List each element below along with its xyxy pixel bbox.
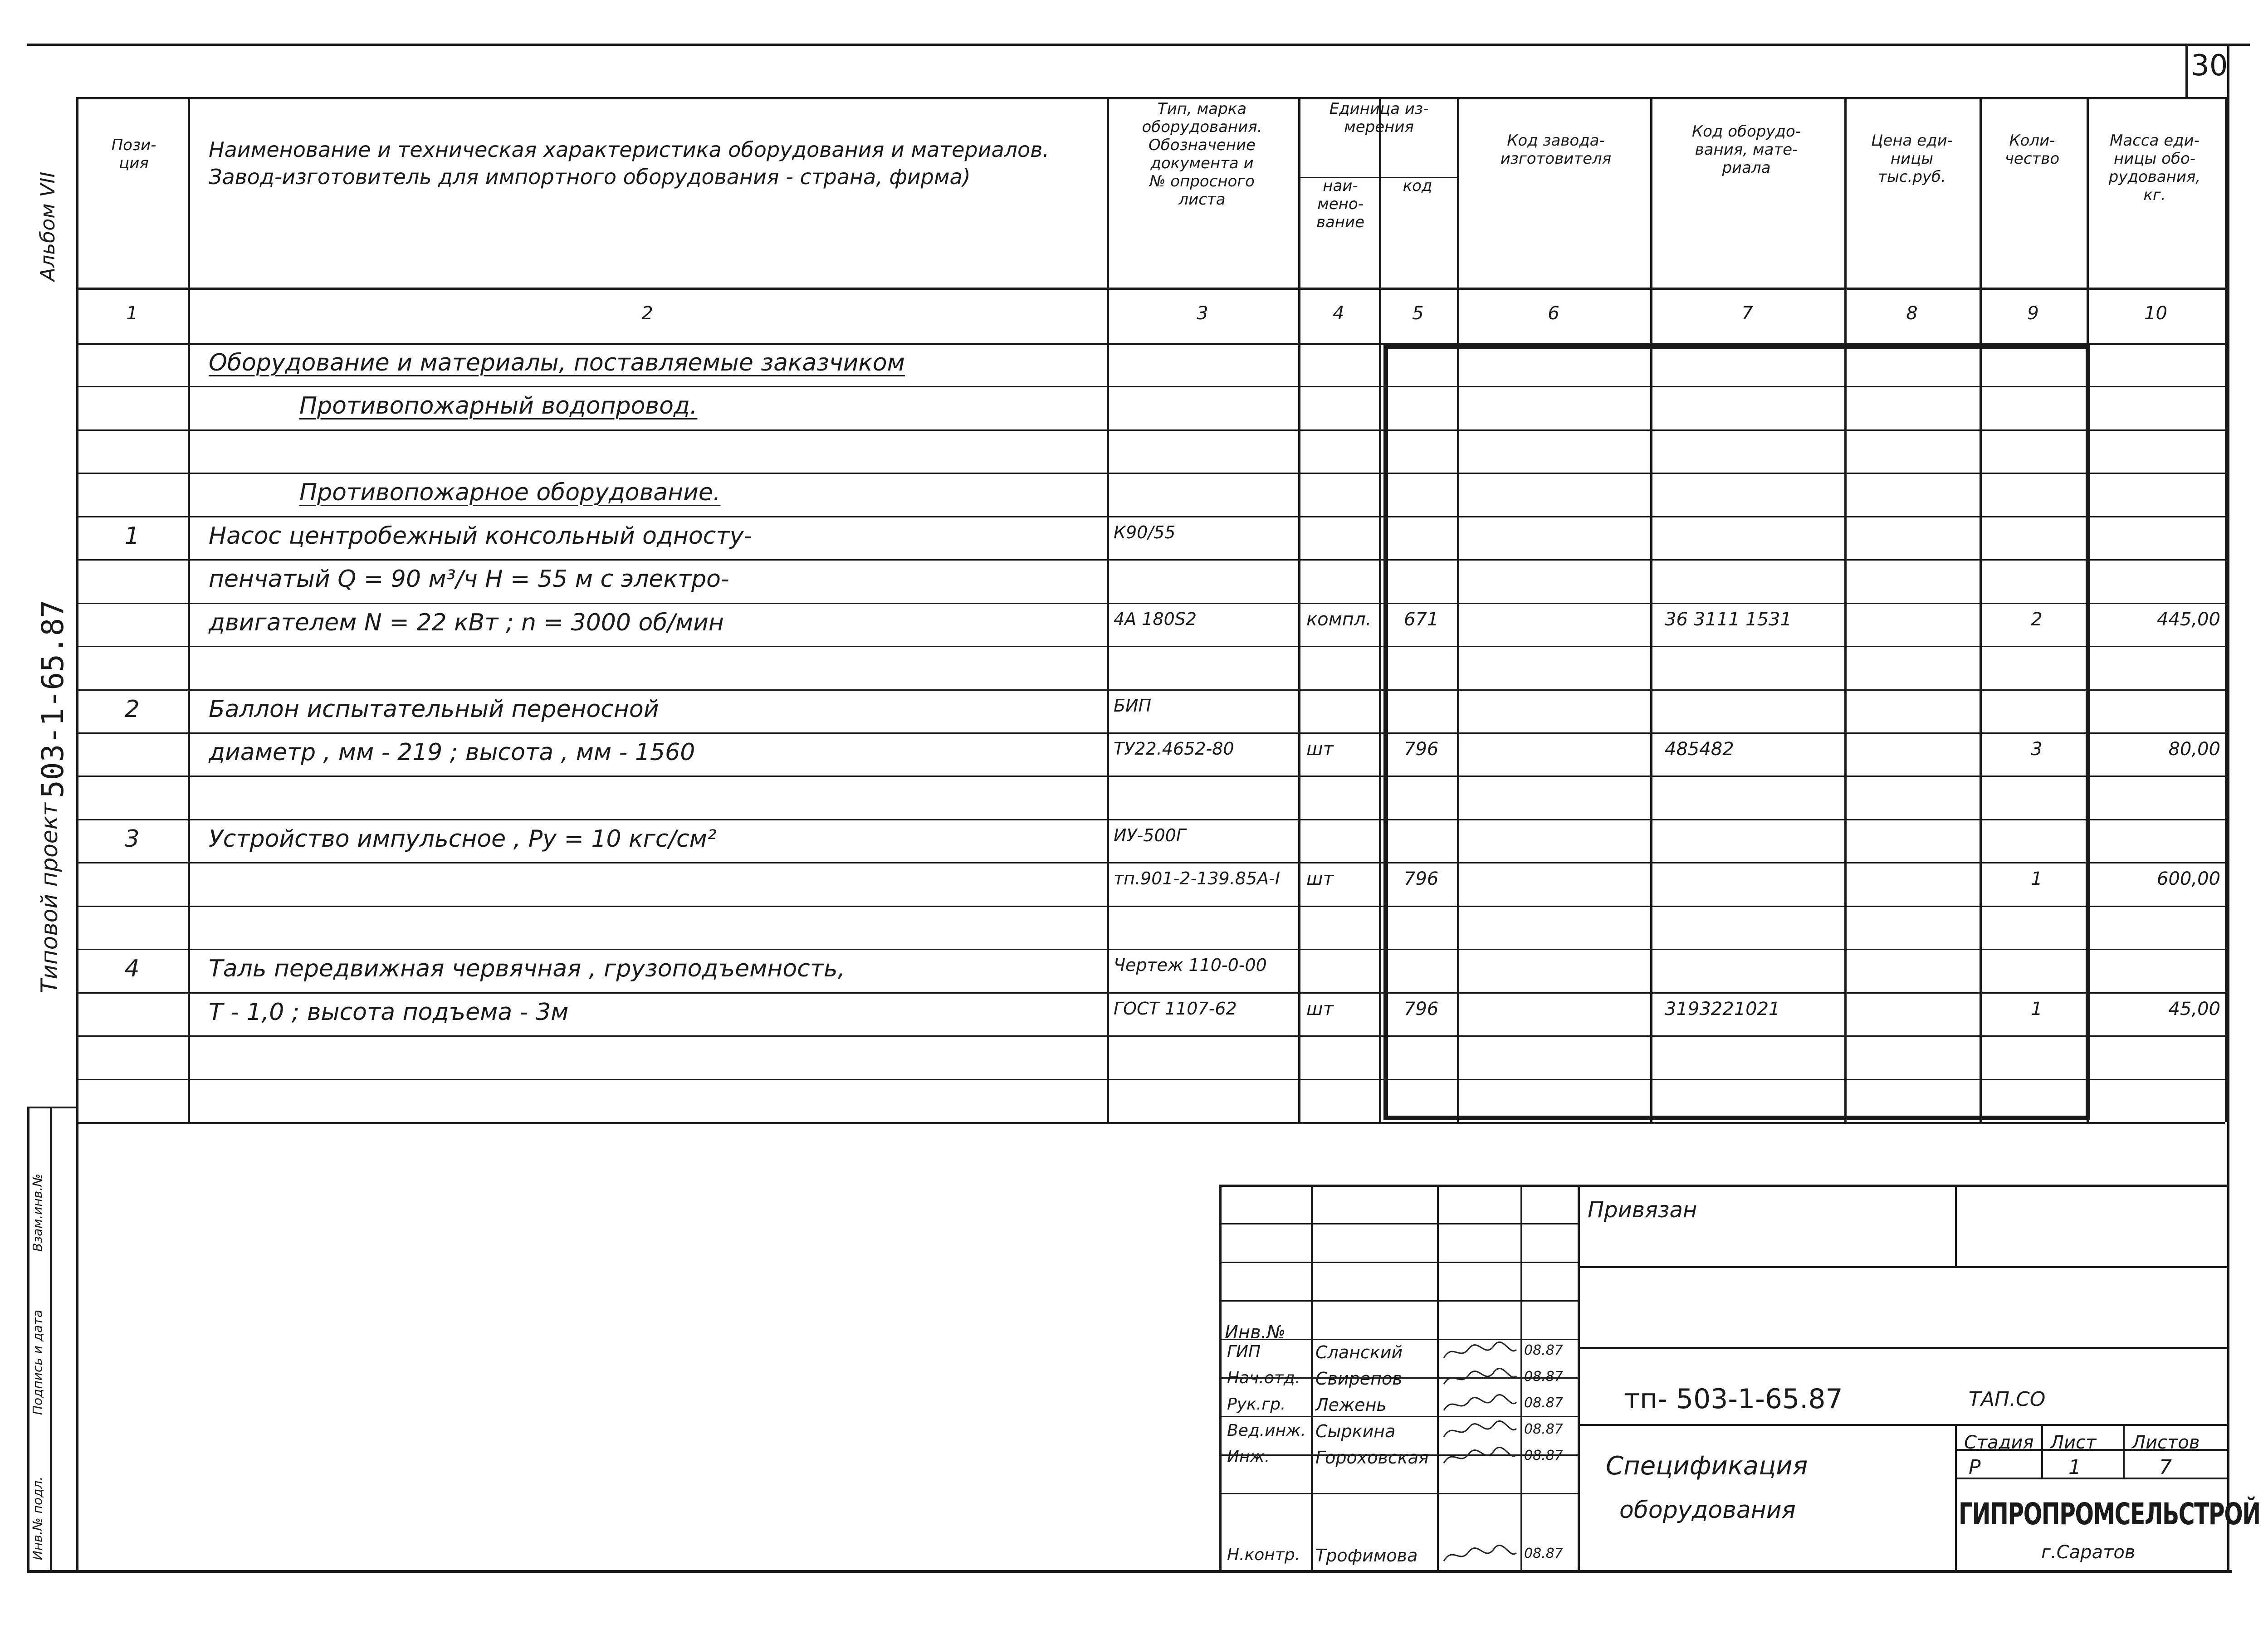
- cell-name: Насос центробежный консольный односту-: [209, 522, 753, 550]
- bottom-border: [27, 1570, 2232, 1573]
- tb-code-top: [1578, 1347, 2227, 1349]
- sheets-value: 7: [2159, 1456, 2172, 1479]
- column-number-2: 2: [641, 303, 653, 324]
- cell-type: ГОСТ 1107-62: [1114, 999, 1237, 1019]
- signature-icon: [1442, 1367, 1519, 1390]
- column-number-4: 4: [1333, 303, 1344, 324]
- project-code-label: 503-1-65.87: [35, 600, 70, 798]
- cell-code: 796: [1404, 868, 1439, 889]
- header-equipment-code: Код оборудо- вания, мате- риала: [1691, 122, 1801, 177]
- stage-value: Р: [1969, 1456, 1981, 1479]
- cell-qty: 2: [2031, 609, 2043, 630]
- header-bottom-line: [76, 288, 2225, 290]
- header-type: Тип, марка оборудования. Обозначение документа и № опросного листа: [1142, 100, 1262, 209]
- right-border: [2227, 44, 2229, 1572]
- organization-city: г.Саратов: [2041, 1542, 2136, 1563]
- tb-right-of-staff: [1578, 1185, 1580, 1570]
- tb-privyazan-bottom: [1578, 1266, 2227, 1268]
- cell-pos: 2: [124, 696, 140, 723]
- cell-mass: 45,00: [2168, 999, 2220, 1019]
- column-number-10: 10: [2144, 303, 2167, 324]
- header-mass: Масса еди- ницы обо- рудования, кг.: [2108, 132, 2201, 204]
- cell-unit: шт: [1306, 868, 1334, 889]
- cell-name: Противопожарное оборудование.: [299, 479, 721, 506]
- cell-type: тп.901-2-139.85А-I: [1114, 868, 1281, 888]
- stamp-sign: Подпись и дата: [30, 1310, 45, 1415]
- header-position: Пози- ция: [111, 136, 156, 172]
- tb-staff-row: [1219, 1300, 1578, 1302]
- column-line-4: [1379, 97, 1381, 1122]
- header-unit-name: наи- мено- вание: [1316, 177, 1365, 231]
- cell-name: диаметр , мм - 219 ; высота , мм - 1560: [209, 739, 695, 766]
- staff-name: Гороховская: [1315, 1448, 1429, 1468]
- column-line-2: [1107, 97, 1109, 1122]
- staff-role: Вед.инж.: [1227, 1421, 1306, 1440]
- staff-name: Лежень: [1315, 1395, 1387, 1415]
- column-number-8: 8: [1906, 303, 1918, 324]
- staff-role: Н.контр.: [1227, 1546, 1300, 1564]
- stage-label: Стадия: [1964, 1432, 2034, 1453]
- cell-equip: 485482: [1665, 739, 1734, 760]
- cell-unit: компл.: [1306, 609, 1372, 630]
- title-line2: оборудования: [1619, 1497, 1796, 1524]
- staff-date: 08.87: [1524, 1369, 1563, 1385]
- stamp-top-line: [27, 1107, 78, 1108]
- cell-qty: 3: [2031, 739, 2043, 760]
- cell-unit: шт: [1306, 999, 1334, 1019]
- staff-role: ГИП: [1227, 1342, 1261, 1361]
- page-number-box: [2185, 44, 2188, 97]
- tb-code-bottom: [1578, 1424, 2227, 1426]
- column-number-9: 9: [2027, 303, 2039, 324]
- cell-pos: 1: [124, 522, 140, 550]
- tb-staff-row: [1219, 1223, 1578, 1224]
- cell-type: К90/55: [1114, 522, 1176, 542]
- column-line-10: [2225, 97, 2227, 1122]
- tb-staff-row: [1219, 1493, 1578, 1494]
- tb-stage-col: [2041, 1424, 2043, 1478]
- cell-equip: 36 3111 1531: [1665, 609, 1792, 630]
- staff-name: Сыркина: [1315, 1421, 1396, 1441]
- column-number-3: 3: [1197, 303, 1208, 324]
- staff-role: Рук.гр.: [1227, 1395, 1286, 1414]
- album-label: Альбом VII: [36, 171, 59, 281]
- staff-role: Инж.: [1227, 1448, 1270, 1466]
- project-type-label: Типовой проект: [36, 803, 63, 993]
- cell-name: Оборудование и материалы, поставляемые заказчиком: [209, 349, 905, 376]
- cell-equip: 3193221021: [1665, 999, 1780, 1019]
- cell-name: Т - 1,0 ; высота подъема - 3м: [209, 999, 569, 1026]
- cell-mass: 445,00: [2157, 609, 2220, 630]
- signature-icon: [1442, 1341, 1519, 1363]
- cell-name: пенчатый Q = 90 м³/ч H = 55 м с электро-: [209, 566, 729, 593]
- cell-type: Чертеж 110-0-00: [1114, 955, 1267, 975]
- cell-name: Устройство импульсное , Py = 10 кгс/см²: [209, 825, 717, 853]
- stamp-left-line: [27, 1107, 29, 1571]
- staff-date: 08.87: [1524, 1421, 1563, 1437]
- signature-icon: [1442, 1419, 1519, 1442]
- cell-name: двигателем N = 22 кВт ; n = 3000 об/мин: [209, 609, 724, 636]
- stamp-inv: Инв.№ подл.: [30, 1476, 45, 1560]
- title-line1: Спецификация: [1606, 1451, 1808, 1481]
- tb-sheet-col: [2123, 1424, 2125, 1478]
- cell-unit: шт: [1306, 739, 1334, 760]
- tb-top: [1219, 1185, 2227, 1187]
- staff-date: 08.87: [1524, 1342, 1563, 1358]
- cell-type: ТУ22.4652-80: [1114, 739, 1234, 759]
- cell-name: Противопожарный водопровод.: [299, 392, 698, 419]
- cell-qty: 1: [2031, 868, 2043, 889]
- cell-type: БИП: [1114, 696, 1152, 716]
- cell-mass: 80,00: [2168, 739, 2220, 760]
- document-code: тп- 503-1-65.87: [1624, 1383, 1843, 1415]
- signature-icon: [1442, 1446, 1519, 1468]
- organization-name: ГИПРОПРОМСЕЛЬСТРОЙ: [1959, 1497, 2260, 1532]
- sheet-value: 1: [2068, 1456, 2081, 1479]
- bold-outline-box: [1383, 345, 2090, 1120]
- cell-code: 671: [1404, 609, 1439, 630]
- page-number: 30: [2191, 49, 2228, 83]
- header-quantity: Коли- чество: [2004, 132, 2060, 168]
- header-unit-code: код: [1403, 177, 1432, 195]
- tb-staff-row: [1219, 1416, 1578, 1417]
- stamp-mid-line: [50, 1107, 52, 1571]
- staff-date: 08.87: [1524, 1395, 1563, 1411]
- cell-type: 4А 180S2: [1114, 609, 1197, 629]
- inv-no-label: Инв.№: [1225, 1322, 1286, 1343]
- sheet-label: Лист: [2050, 1432, 2097, 1453]
- cell-pos: 3: [124, 825, 140, 853]
- column-number-5: 5: [1412, 303, 1424, 324]
- signature-icon: [1442, 1544, 1519, 1566]
- staff-name: Свирепов: [1315, 1369, 1403, 1389]
- cell-mass: 600,00: [2157, 868, 2220, 889]
- tb-staff-row: [1219, 1262, 1578, 1263]
- privyazan-label: Привязан: [1588, 1197, 1697, 1223]
- cell-code: 796: [1404, 999, 1439, 1019]
- cell-name: Таль передвижная червячная , грузоподъемность,: [209, 955, 846, 982]
- staff-role: Нач.отд.: [1227, 1369, 1300, 1387]
- top-border: [27, 44, 2250, 46]
- stamp-replace: Взам.инв.№: [30, 1173, 45, 1252]
- tb-stage-bottom: [1955, 1478, 2227, 1479]
- column-number-1: 1: [126, 303, 138, 324]
- table-top-line: [76, 97, 2225, 99]
- table-bottom-line: [76, 1122, 2225, 1124]
- header-factory-code: Код завода- изготовителя: [1500, 132, 1612, 168]
- cell-pos: 4: [124, 955, 140, 982]
- staff-date: 08.87: [1524, 1448, 1563, 1463]
- cell-code: 796: [1404, 739, 1439, 760]
- tb-privyazan-split: [1955, 1185, 1957, 1266]
- signature-icon: [1442, 1393, 1519, 1416]
- header-name: Наименование и техническая характеристика оборудования и материалов. Завод-изготовитель для импортного оборудования - страна, фирма): [209, 137, 1049, 189]
- cell-type: ИУ-500Г: [1114, 825, 1186, 845]
- sheet-code: ТАП.СО: [1969, 1388, 2046, 1411]
- cell-name: Баллон испытательный переносной: [209, 696, 659, 723]
- column-number-7: 7: [1741, 303, 1753, 324]
- tb-org-left: [1955, 1424, 1957, 1571]
- column-number-6: 6: [1548, 303, 1559, 324]
- staff-name: Сланский: [1315, 1342, 1403, 1362]
- header-price: Цена еди- ницы тыс.руб.: [1871, 132, 1953, 186]
- column-line-1: [188, 97, 190, 1122]
- staff-date: 08.87: [1524, 1546, 1563, 1561]
- header-unit: Единица из- мерения: [1329, 100, 1429, 136]
- cell-qty: 1: [2031, 999, 2043, 1019]
- staff-name: Трофимова: [1315, 1546, 1418, 1566]
- column-line-3: [1298, 97, 1300, 1122]
- sheets-label: Листов: [2132, 1432, 2200, 1453]
